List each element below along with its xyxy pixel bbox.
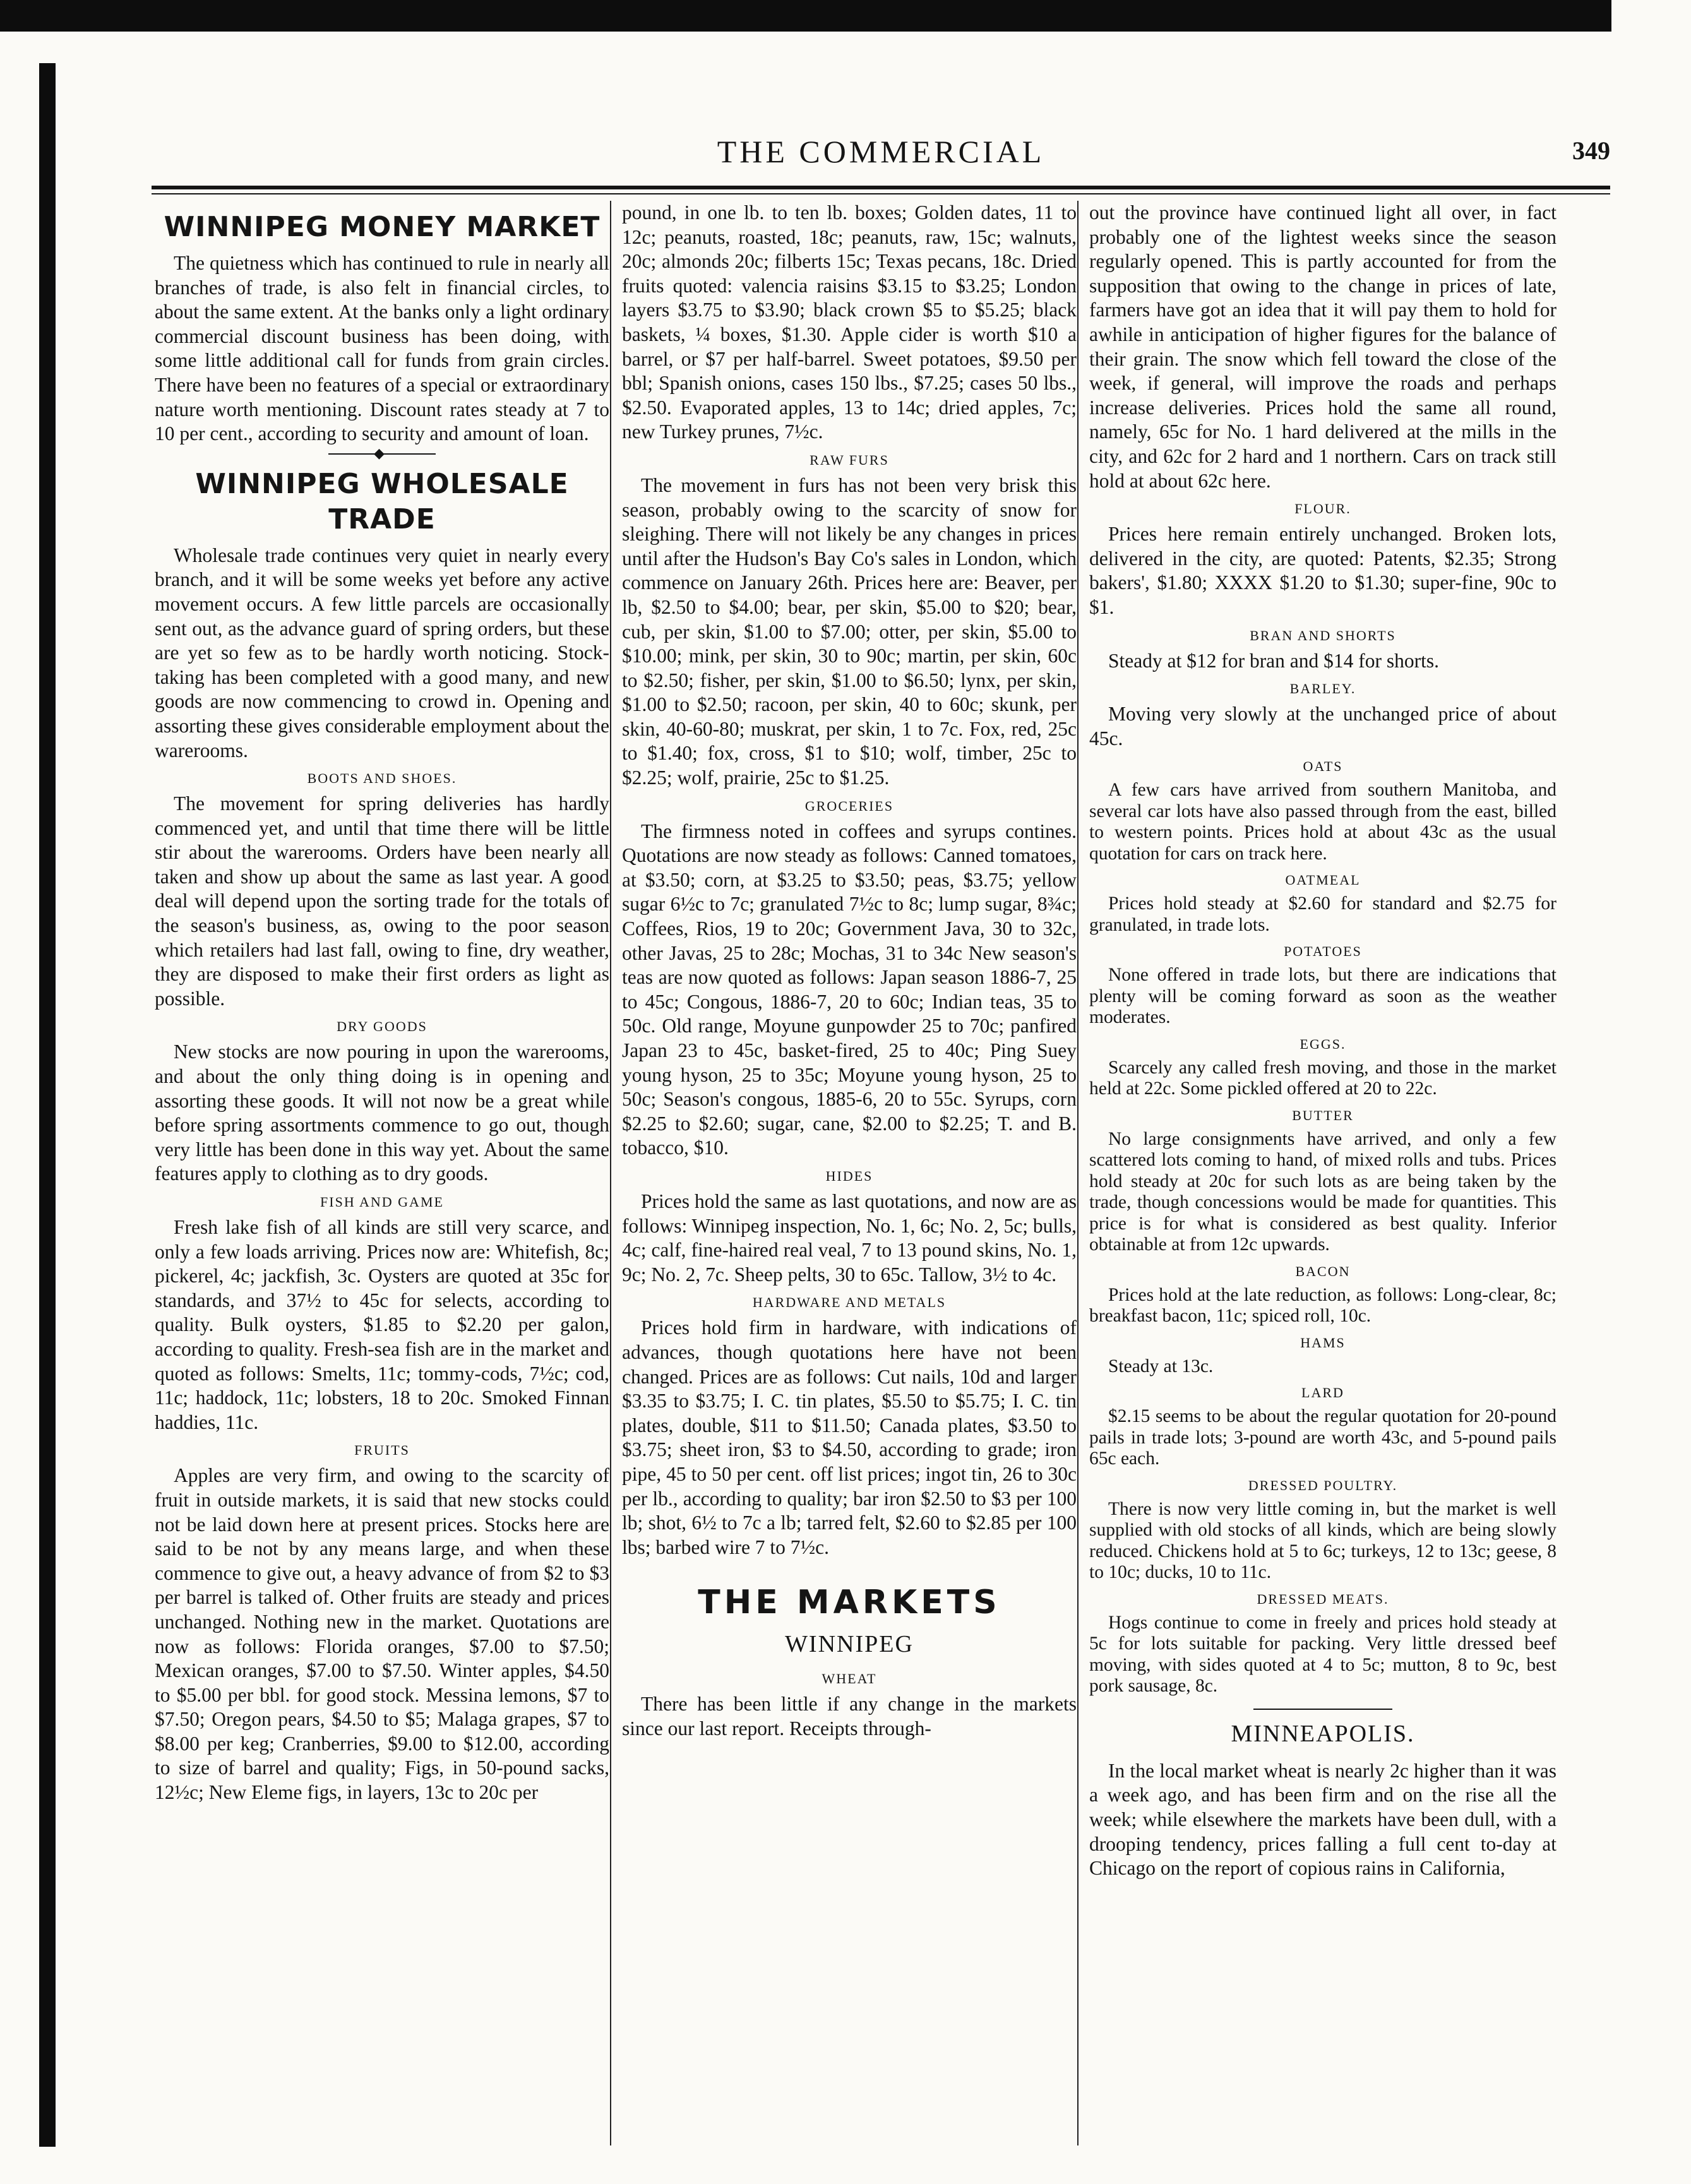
column-rule — [1077, 201, 1079, 2145]
article-paragraph: In the local market wheat is nearly 2c higher than it was a week ago, and has been firm and on the rise all the week; while elsewhere the markets have been dull, with a drooping tendency, prices falling a full cent to-day at Chicago on the report of copious rains in California, — [1089, 1759, 1557, 1880]
article-paragraph: Wholesale trade continues very quiet in nearly every branch, and it will be some weeks yet before any active movement occurs. A few little parcels are occasionally sent out, as the advance guard of spring orders, but these are yet so few as to be hardly worth noticing. Stock-taking has been completed with a good many, and new goods are now commencing to crowd in. Opening and assorting these gives considerable employment about the warerooms. — [155, 544, 609, 761]
section-heading: FLOUR. — [1294, 501, 1351, 517]
section-heading: BUTTER — [1292, 1107, 1354, 1123]
article-paragraph: There has been little if any change in the markets since our last report. Receipts through- — [622, 1693, 1077, 1739]
section-heading: FISH AND GAME — [320, 1194, 444, 1210]
column-3 — [1089, 201, 1557, 2171]
running-head — [152, 129, 1610, 180]
section-rule — [1253, 1709, 1392, 1710]
place-heading: WINNIPEG — [785, 1631, 914, 1658]
column-2 — [622, 201, 1077, 2171]
article-paragraph: The movement in furs has not been very brisk this season, probably owing to the scarcity of snow for sleighing. There will not likely be any changes in prices until after the Hudson's Bay Co's sales in London, which commence on January 26th. Prices here are: Beaver, per lb, $2.50 to $4.00; bear, per skin, $5.00 to $20; bear, cub, per skin, $1.00 to $7.00; otter, per skin, $5.00 to $10.00; mink, per skin, 30 to 90c; martin, per skin, 60c to $2.50; fisher, per skin, $1.00 to $6.50; lynx, per skin, $1.00 to $2.50; racoon, per skin, 40 to 60c; skunk, per skin, 40-60-80; muskrat, per skin, 1 to 7c. Fox, red, 25c to $1.40; fox, cross, $1 to $10; wolf, timber, 25c to $2.25; wolf, prairie, 25c to $1.25. — [622, 474, 1077, 789]
ornament-divider — [328, 450, 436, 458]
article-paragraph: A few cars have arrived from southern Manitoba, and several car lots have also passed through from the east, billed to western points. Prices hold at about 43c as the usual quotation for cars on track here. — [1089, 780, 1557, 864]
section-heading: BARLEY. — [1289, 681, 1356, 697]
section-heading: EGGS. — [1300, 1035, 1346, 1052]
place-heading: MINNEAPOLIS. — [1231, 1720, 1415, 1747]
article-paragraph: Prices hold the same as last quotations, and now are as follows: Winnipeg inspection, No. 1, 6c; No. 2, 5c; bulls, 4c; calf, fine-haired real veal, 7 to 13 pound skins, No. 1, 9c; No. 2, 7c. Sheep pelts, 30 to 65c. Tallow, 3½ to 4c. — [622, 1190, 1077, 1286]
left-scan-border — [39, 63, 56, 2147]
markets-title: THE MARKETS — [698, 1584, 1001, 1622]
article-paragraph: Prices hold firm in hardware, with indications of advances, though quotations here have not been changed. Prices are as follows: Cut nails, 10d and larger $3.35 to $3.75; I. C. tin plates, $5.50 to $5.75; I. C. tin plates, double, $11 to $11.50; Canada plates, $3.50 to $3.75; sheet iron, $3 to $4.50, according to grade; iron pipe, 45 to 50 per cent. off list prices; ingot tin, 26 to 30c per lb., according to quality; bar iron $2.50 to $3 per 100 lb; shot, 6½ to 7c a lb; tarred felt, $2.60 to $2.85 per 100 lbs; barbed wire 7 to 7½c. — [622, 1316, 1077, 1558]
article-paragraph: The quietness which has continued to rule in nearly all branches of trade, is also felt in financial circles, to about the same extent. At the banks only a light ordinary commercial discount business has been doing, with some little additional call for funds from grain circles. There have been no features of a special or extraordinary nature worth mentioning. Discount rates steady at 7 to 10 per cent., according to security and amount of loan. — [155, 252, 609, 445]
article-paragraph: Apples are very firm, and owing to the scarcity of fruit in outside markets, it is said that new stocks could not be laid down here at present prices. Stocks here are said to be not by any means large, and when these commence to give out, a heavy advance of from $2 to $3 per barrel is talked of. Other fruits are steady and prices unchanged. Nothing new in the market. Quotations are now as follows: Florida oranges, $7.00 to $7.50; Mexican oranges, $7.00 to $7.50. Winter apples, $4.50 to $5.00 per bbl. for good stock. Messina lemons, $7 to $7.50; Oregon pears, $4.50 to $5; Malaga grapes, $7 to $8.00 per keg; Cranberries, $9.00 to $12.00, according to size of barrel and quality; Figs, in 50-pound sacks, 12½c; New Eleme figs, in layers, 13c to 20c per — [155, 1464, 609, 1804]
article-paragraph: The firmness noted in coffees and syrups contines. Quotations are now steady as follows: Canned tomatoes, at $3.50; corn, at $3.25 to $3.50; peas, $3.75; yellow sugar 6½c to 7c; granulated 7½c to 8c; lump sugar, 8¾c; Coffees, Rios, 19 to 20c; Government Java, 30 to 32c, other Javas, 25 to 28c; Mochas, 31 to 34c New season's teas are now quoted as follows: Japan season 1886-7, 25 to 45c; Congous, 1886-7, 20 to 60c; Indian teas, 35 to 50c. Old range, Moyune gunpowder 25 to 70c; panfired Japan 23 to 45c, basket-fired, 25 to 40c; Ping Suey young hyson, 25 to 35c; Moyune young hyson, 25 to 50c; Season's congous, 1885-6, 20 to 55c. Syrups, corn $2.25 to $2.60; sugar, cane, $2.00 to $2.25; T. and B. tobacco, $10. — [622, 820, 1077, 1159]
page-number: 349 — [1572, 136, 1610, 165]
article-paragraph: out the province have continued light all over, in fact probably one of the lightest weeks since the season regularly opened. This is partly accounted for from the supposition that owing to the change in prices of late, farmers have got an idea that it will pay them to hold for awhile in anticipation of higher figures for the balance of their grain. The snow which fell toward the close of the week, if general, will improve the roads and perhaps increase deliveries. Prices hold the same all round, namely, 65c for No. 1 hard delivered at the mills in the city, and 62c for 2 hard and 1 northern. Cars on track still hold at about 62c here. — [1089, 201, 1557, 492]
money-market-title: WINNIPEG MONEY MARKET — [164, 211, 601, 243]
section-heading: DRESSED MEATS. — [1257, 1590, 1389, 1607]
column-rule — [610, 201, 611, 2145]
column-1 — [155, 201, 609, 2171]
article-paragraph: Steady at 13c. — [1108, 1356, 1214, 1376]
section-heading: LARD — [1301, 1385, 1344, 1401]
article-paragraph: No large consignments have arrived, and only a few scattered lots coming to hand, of mixed rolls and tubs. Prices hold steady at 20c for such lots as are being taken by the trade, though concessions would be made for quantities. This price is for what is considered as best quality. Inferior obtainable at from 12c upwards. — [1089, 1128, 1557, 1255]
article-paragraph: Steady at $12 for bran and $14 for shorts. — [1108, 649, 1440, 672]
masthead: THE COMMERCIAL — [717, 134, 1045, 169]
article-paragraph: $2.15 seems to be about the regular quotation for 20-pound pails in trade lots; 3-pound are worth 43c, and 5-pound pails 65c each. — [1089, 1406, 1557, 1469]
section-heading: DRESSED POULTRY. — [1248, 1477, 1398, 1493]
section-heading: HIDES — [825, 1167, 873, 1184]
article-paragraph: pound, in one lb. to ten lb. boxes; Golden dates, 11 to 12c; peanuts, roasted, 18c; peanuts, raw, 15c; walnuts, 20c; almonds 20c; filberts 15c; Texas pecans, 18c. Dried fruits quoted: valencia raisins $3.15 to $3.25; London layers $3.75 to $3.90; black crown $5 to $5.25; black baskets, ¼ boxes, $1.30. Apple cider is worth $10 a barrel, or $7 per half-barrel. Sweet potatoes, $9.50 per bbl; Spanish onions, cases 150 lbs., $7.25; cases 50 lbs., $2.50. Evaporated apples, 13 to 14c; dried apples, 7c; new Turkey prunes, 7½c. — [622, 201, 1077, 443]
section-heading: BACON — [1295, 1263, 1351, 1279]
header-rule — [152, 186, 1610, 194]
wholesale-trade-title: WINNIPEG WHOLESALE TRADE — [195, 467, 569, 535]
section-heading: OATMEAL — [1285, 872, 1361, 888]
article-paragraph: Moving very slowly at the unchanged price of about 45c. — [1089, 703, 1557, 749]
article-paragraph: Prices hold steady at $2.60 for standard and $2.75 for granulated, in trade lots. — [1089, 893, 1557, 935]
article-paragraph: New stocks are now pouring in upon the warerooms, and about the only thing doing is in opening and assorting these goods. It will not now be a great while before spring assortments commence to go out, though very little has been done in this way yet. About the same features apply to clothing as to dry goods. — [155, 1041, 609, 1185]
section-heading: HARDWARE AND METALS — [752, 1294, 947, 1311]
article-paragraph: None offered in trade lots, but there are indications that plenty will be coming forward as soon as the weather moderates. — [1089, 965, 1557, 1028]
section-heading: HAMS — [1300, 1334, 1346, 1351]
top-scan-border — [0, 0, 1611, 32]
section-heading: RAW FURS — [810, 451, 889, 468]
article-paragraph: Hogs continue to come in freely and prices hold steady at 5c for lots suitable for packing. Very little dressed beef moving, with sides quoted at 4 to 5c; mutton, 8 to 9c, best pork sausage, 8c. — [1089, 1612, 1557, 1697]
section-heading: POTATOES — [1284, 943, 1362, 960]
section-heading: FRUITS — [354, 1442, 410, 1459]
article-paragraph: There is now very little coming in, but the market is well supplied with old stocks of all kinds, which are being slowly reduced. Chickens hold at 5 to 6c; turkeys, 12 to 13c; geese, 8 to 10c; ducks, 10 to 11c. — [1089, 1498, 1557, 1583]
article-paragraph: The movement for spring deliveries has hardly commenced yet, and until that time there will be little stir about the warerooms. Orders have been nearly all taken and show up about the same as last year. A good deal will depend upon the sorting trade for the totals of the season's business, as, owing to the poor season which retailers had last fall, owing to fine, dry weather, they are disposed to make their first orders as light as possible. — [155, 792, 609, 1010]
section-heading: BOOTS AND SHOES. — [307, 770, 457, 787]
article-paragraph: Prices hold at the late reduction, as follows: Long-clear, 8c; breakfast bacon, 11c; spiced roll, 10c. — [1089, 1284, 1557, 1327]
article-paragraph: Prices here remain entirely unchanged. Broken lots, delivered in the city, are quoted: Patents, $2.35; Strong bakers', $1.80; XXXX $1.20 to $1.30; super-fine, 90c to $1. — [1089, 523, 1557, 618]
section-heading: WHEAT — [822, 1671, 877, 1687]
section-heading: GROCERIES — [804, 797, 894, 814]
section-heading: OATS — [1303, 758, 1343, 775]
section-heading: BRAN AND SHORTS — [1250, 627, 1396, 643]
article-paragraph: Fresh lake fish of all kinds are still very scarce, and only a few loads arriving. Prices now are: Whitefish, 8c; pickerel, 4c; jackfish, 3c. Oysters are quoted at 35c for standards, and 37½ to 45c for selects, according to quality. Bulk oysters, $1.85 to $2.20 per galon, according to quality. Fresh-sea fish are in the market and quoted as follows: Smelts, 11c; tommy-cods, 7½c; cod, 11c; haddock, 11c; lobsters, 18 to 20c. Smoked Finnan haddies, 11c. — [155, 1216, 609, 1433]
section-heading: DRY GOODS — [337, 1018, 427, 1035]
article-paragraph: Scarcely any called fresh moving, and those in the market held at 22c. Some pickled offered at 20 to 22c. — [1089, 1057, 1557, 1099]
